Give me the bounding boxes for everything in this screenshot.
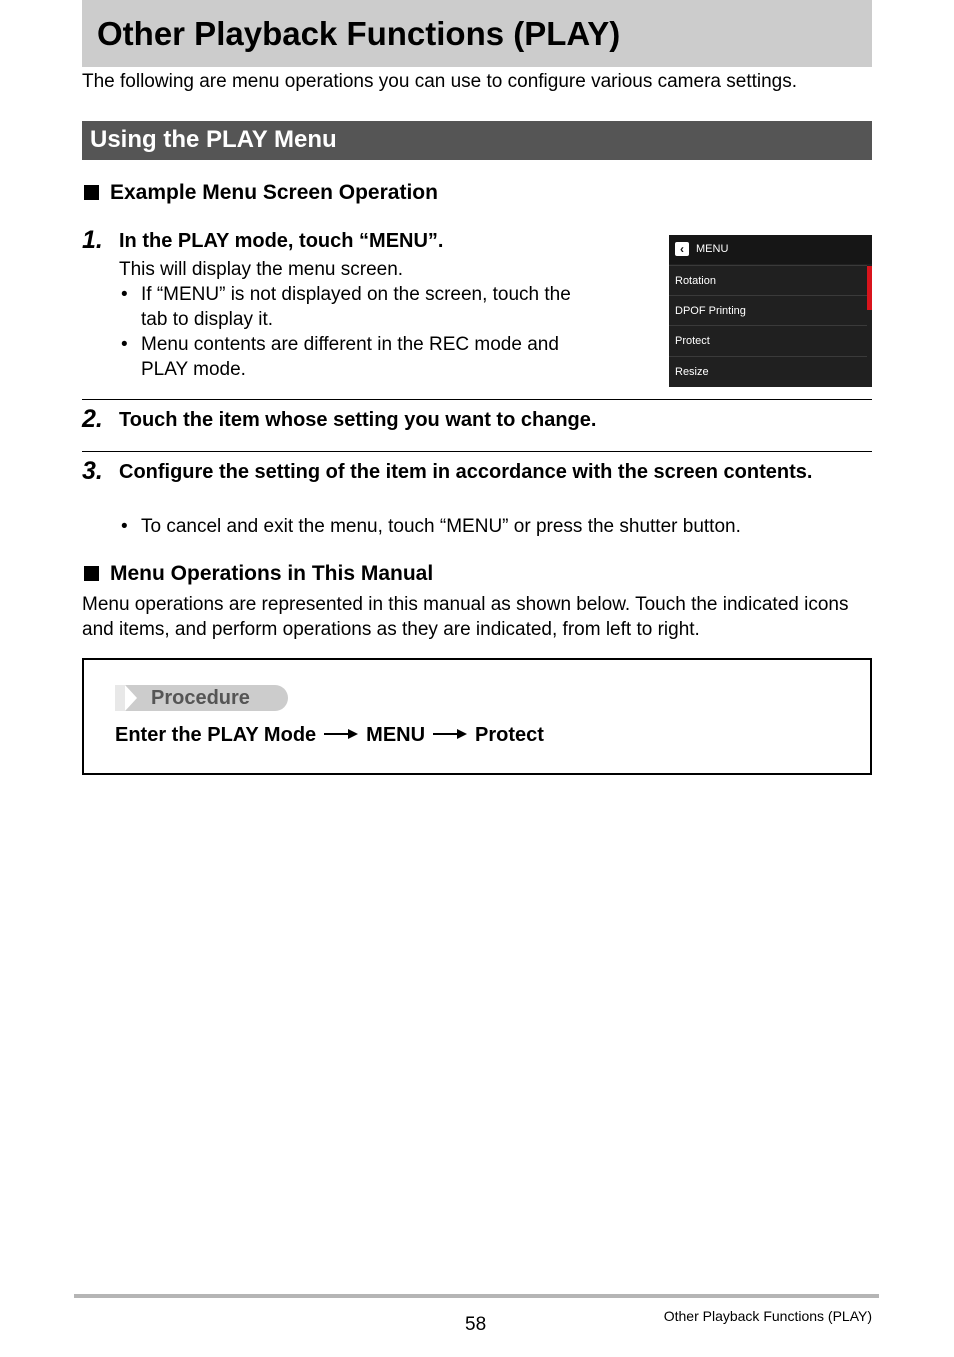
step-1-number: 1. [82,226,103,254]
camera-menu-item-resize: Resize [669,356,867,386]
chevron-left-icon: ‹ [675,242,689,256]
page-title: Other Playback Functions (PLAY) [97,15,621,52]
intro-text: The following are menu operations you can use to configure various camera settings. [82,71,798,92]
step-3-number: 3. [82,457,103,485]
page-number: 58 [465,1314,487,1335]
camera-menu-screenshot [669,235,872,387]
step-2-number: 2. [82,405,103,433]
arrow-right-icon [324,728,358,740]
camera-menu-scroll-indicator [867,266,872,310]
step-1-body: This will display the menu screen. [119,259,404,280]
section-title: Using the PLAY Menu [90,126,337,153]
step-1-bullet-2: • Menu contents are different in the REC mode and PLAY mode. [121,334,559,380]
page-title-bar [82,0,872,67]
procedure-tab [115,685,288,711]
arrow-right-icon [433,728,467,740]
footer-divider [74,1294,879,1298]
manual-ops-heading: Menu Operations in This Manual [84,561,433,587]
camera-menu-title: MENU [696,243,729,255]
procedure-label: Procedure [151,687,250,709]
running-title: Other Playback Functions (PLAY) [663,1308,872,1324]
step-3-bullet-1: • To cancel and exit the menu, touch “MENU” or press the shutter button. [121,516,741,537]
step-1-title: In the PLAY mode, touch “MENU”. [119,230,444,252]
example-heading: Example Menu Screen Operation [84,180,438,206]
camera-menu-item-rotation: Rotation [669,265,867,295]
procedure-step: MENU [366,724,426,746]
manual-ops-body: Menu operations are represented in this manual as shown below. Touch the indicated icons and items, and perform operations as they are indicated, from left to right. [82,594,849,640]
camera-menu-header [669,235,872,264]
step-1-bullet-1: • If “MENU” is not displayed on the screen, touch the tab to display it. [121,284,571,330]
procedure-box [82,658,872,775]
procedure-step: Protect [475,724,544,746]
section-title-bar [82,121,872,160]
chevron-right-icon [125,685,137,711]
camera-menu-item-protect: Protect [669,325,867,355]
procedure-steps [115,722,544,748]
square-bullet-icon [84,185,99,200]
step-2-title: Touch the item whose setting you want to change. [119,409,597,431]
square-bullet-icon [84,566,99,581]
step-3-title: Configure the setting of the item in accordance with the screen contents. [119,461,813,483]
procedure-step: Enter the PLAY Mode [115,724,317,746]
step-divider [82,399,872,400]
camera-menu-item-dpof-printing: DPOF Printing [669,295,867,325]
step-divider [82,451,872,452]
